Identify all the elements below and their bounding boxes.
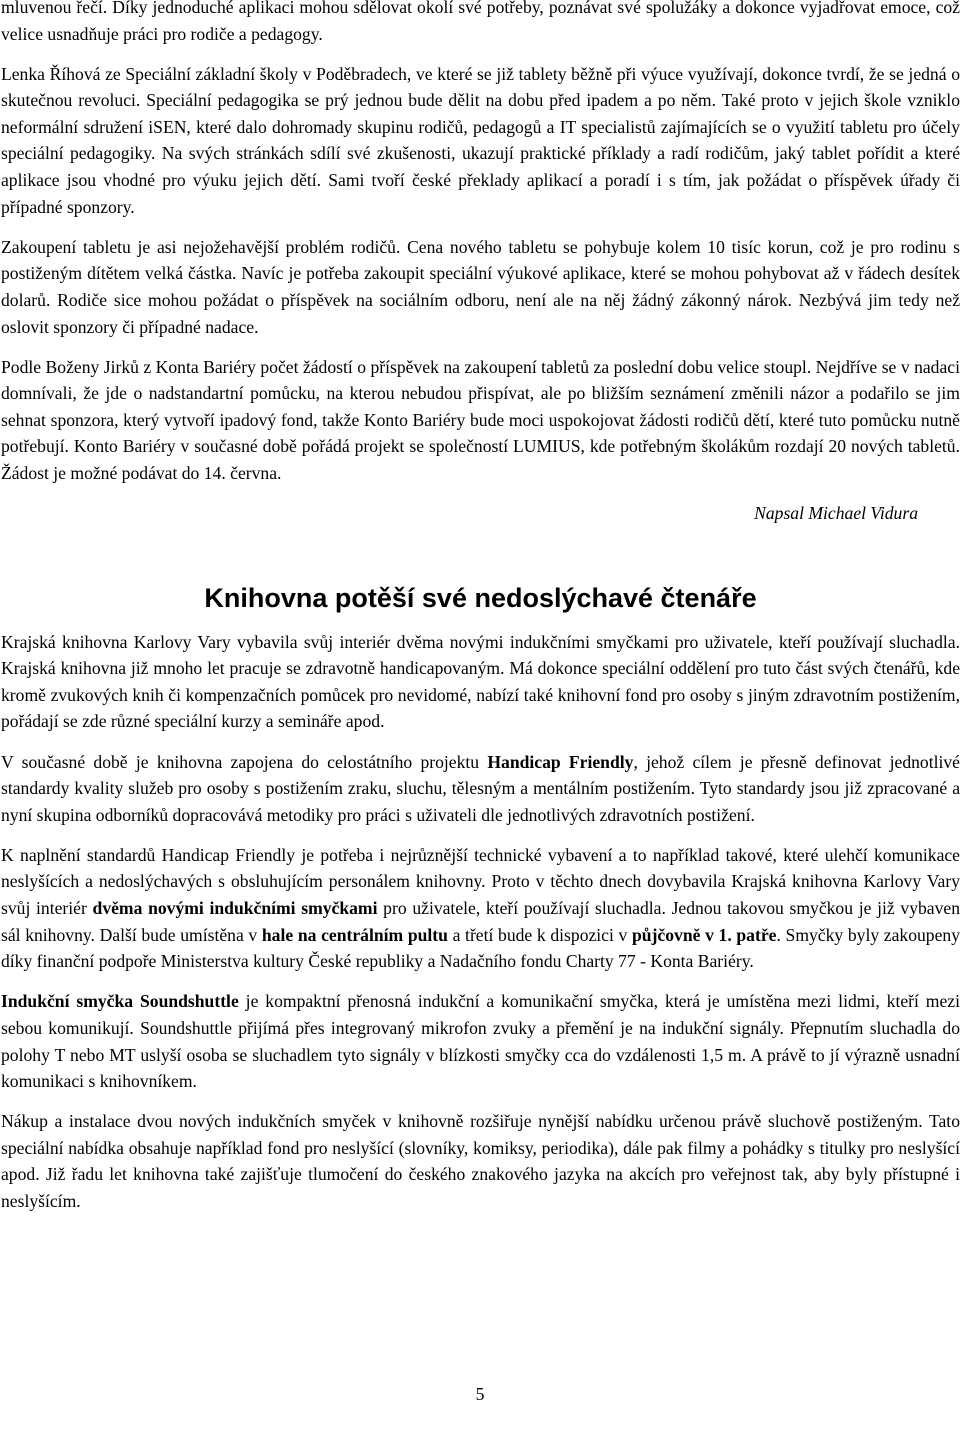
bold-emphasis: hale na centrálním pultu — [261, 924, 448, 945]
article2-paragraph: Indukční smyčka Soundshuttle je kompaktní přenosná indukční a komunikační smyčka, která je umístěna mezi lidmi, kteří mezi sebou komunikují. Soundshuttle přijímá přes integrovaný mikrofon zvuky a přemění je na indukční signály. Přepnutím sluchadla do polohy T nebo MT uslyší osoba se sluchadlem tyto signály v blízkosti smyčky cca do vzdálenosti 1,5 m. A právě to jí výrazně usnadní komunikaci s knihovníkem. — [1, 991, 960, 1092]
article2-paragraph: K naplnění standardů Handicap Friendly je potřeba i nejrůznější technické vybavení a to například takové, které ulehčí komunikace neslyšících a nedoslýchavých s obsluhujícím personálem knihovny. Proto v těchto dnech dovybavila Krajská knihovna Karlovy Vary svůj interiér dvěma novými indukčními smyčkami pro uživatele, kteří používají sluchadla. Jednou takovou smyčkou je již vybaven sál knihovny. Další bude umístěna v hale na centrálním pultu a třetí bude k dispozici v půjčovně v 1. patře. Smyčky byly zakoupeny díky finanční podpoře Ministerstva kultury České republiky a Nadačního fondu Charty 77 - Konta Bariéry. — [1, 844, 960, 972]
bold-emphasis: dvěma novými indukčními smyčkami — [92, 898, 378, 919]
article1-paragraph: Podle Boženy Jirků z Konta Bariéry počet žádostí o příspěvek na zakoupení tabletů za poslední dobu velice stoupl. Nejdříve se v nadaci domnívali, že jde o nadstandartní pomůcku, na kterou nebudou přispívat, ale po bližším seznámení změnili názor a podařilo se jim sehnat sponzora, který vytvoří ipadový fond, takže Konto Bariéry bude moci uspokojovat žádosti rodičů dětí, které tuto pomůcku nutně potřebují. Konto Bariéry v současné době pořádá projekt se společností LUMIUS, kde potřebným školákům rozdají 20 nových tabletů. Žádost je možné podávat do 14. června. — [1, 356, 960, 483]
bold-emphasis: Indukční smyčka Soundshuttle — [1, 991, 239, 1012]
article-continuation — [1, 0, 960, 527]
article1-paragraph: Lenka Říhová ze Speciální základní školy v Poděbradech, ve které se již tablety běžně při výuce využívají, dokonce tvrdí, že se jedná o skutečnou revoluci. Speciální pedagogika se prý jednou bude dělit na dobu před ipadem a po něm. Také proto v jejich škole vzniklo neformální sdružení iSEN, které dalo dohromady skupinu rodičů, pedagogů a IT specialistů zajímajících se o využití tabletu pro účely speciální pedagogiky. Na svých stránkách sdílí své zkušenosti, ukazují praktické příklady a radí rodičům, jaký tablet pořídit a které aplikace jsou vhodné pro výuku jejich dětí. Sami tvoří české překlady aplikací a poradí i s tím, jak požádat o příspěvek úřady či případné sponzory. — [1, 63, 960, 217]
article2-paragraph: V současné době je knihovna zapojena do celostátního projektu Handicap Friendly, jehož cílem je přesně definovat jednotlivé standardy kvality služeb pro osoby s postižením zraku, sluchu, tělesným a mentálním postižením. Tyto standardy jsou již zpracované a nyní skupina odborníků dopracovává metodiky pro práci s uživateli dle jednotlivých zdravotních postižení. — [1, 751, 960, 825]
bold-emphasis: půjčovně v 1. patře — [632, 924, 777, 945]
article2-paragraph: Nákup a instalace dvou nových indukčních smyček v knihovně rozšiřuje nynější nabídku určenou právě sluchově postiženým. Tato speciální nabídka obsahuje například fond pro neslyšící (slovníky, komiksy, periodika), dále pak filmy a pohádky s titulky pro neslyšící apod. Již řadu let knihovna také zajišťuje tlumočení do českého znakového jazyka na akcích pro veřejnost tak, aby byly přístupné i neslyšícím. — [1, 1111, 960, 1211]
article2-paragraph: Krajská knihovna Karlovy Vary vybavila svůj interiér dvěma novými indukčními smyčkami pro uživatele, kteří používají sluchadla. Krajská knihovna již mnoho let pracuje se zdravotně handicapovaným. Má dokonce speciální oddělení pro tuto část svých čtenářů, kde kromě zvukových knih či kompenzačních pomůcek pro nevidomé, nabízí také knihovní fond pro osoby s jiným zdravotním postižením, pořádají se zde různé speciální kurzy a semináře apod. — [1, 631, 960, 732]
article-title: Knihovna potěší své nedoslýchavé čtenáře — [204, 582, 757, 613]
page-number: 5 — [475, 1384, 485, 1404]
author-signature: Napsal Michael Vidura — [754, 503, 918, 524]
bold-emphasis: Handicap Friendly — [487, 751, 634, 772]
library-article — [1, 581, 960, 1215]
article1-paragraph: mluvenou řečí. Díky jednoduché aplikaci mohou sdělovat okolí své potřeby, poznávat své spolužáky a dokonce vyjadřovat emoce, což velice usnadňuje práci pro rodiče a pedagogy. — [1, 0, 960, 44]
article1-paragraph: Zakoupení tabletu je asi nejožehavější problém rodičů. Cena nového tabletu se pohybuje kolem 10 tisíc korun, což je pro rodinu s postiženým dítětem velká částka. Navíc je potřeba zakoupit speciální výukové aplikace, které se mohou pohybovat až v řádech desítek dolarů. Rodiče sice mohou požádat o příspěvek na sociálním odboru, není ale na něj žádný zákonný nárok. Nezbývá jim tedy než oslovit sponzory či případné nadace. — [1, 236, 960, 337]
